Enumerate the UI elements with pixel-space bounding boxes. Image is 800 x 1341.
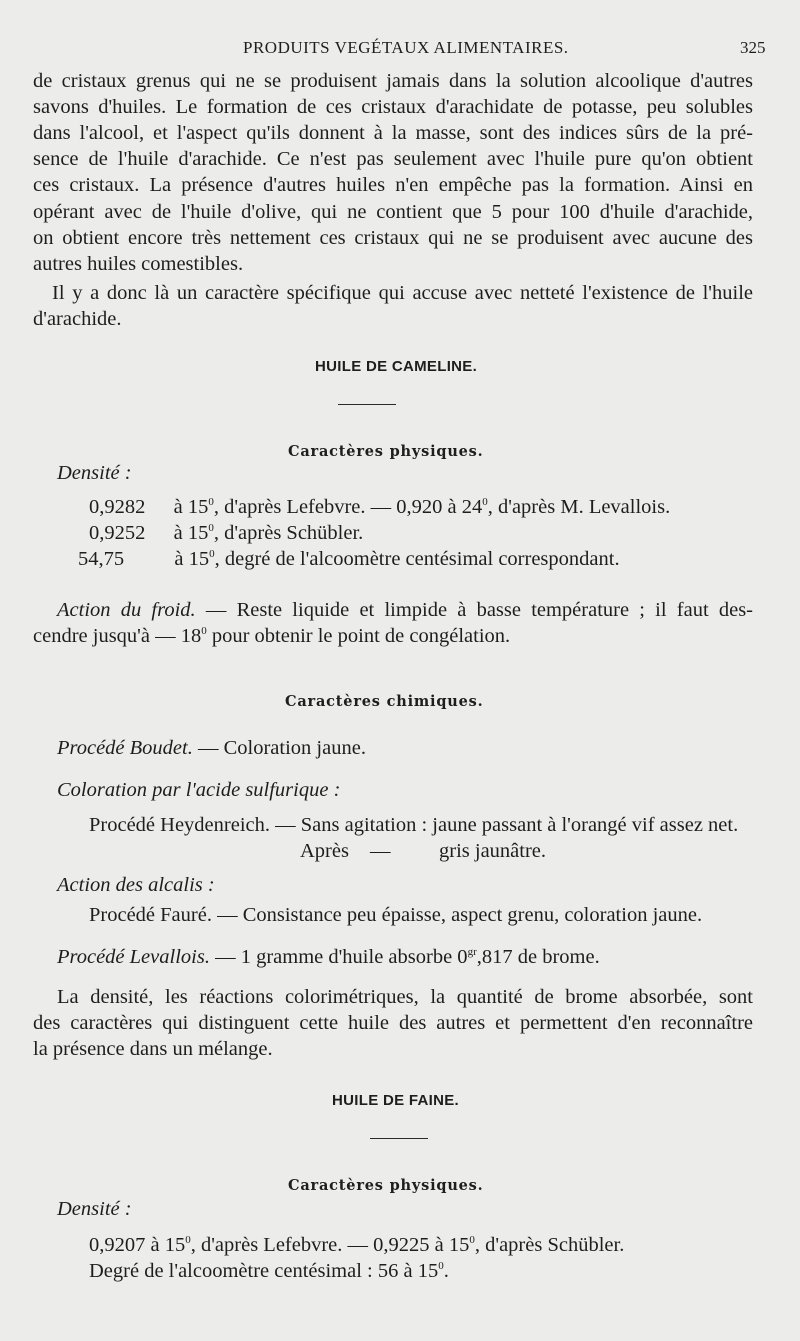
cold-action-label: Action du froid.: [57, 599, 196, 621]
body-line: opérant avec de l'huile d'olive, qui ne contient que 5 pour 100 d'huile d'arachide,: [33, 201, 753, 223]
density-text: Degré de l'alcoomètre centésimal : 56 à 15: [89, 1260, 439, 1282]
density-row: [89, 1232, 624, 1258]
density-label: Densité :: [57, 1198, 132, 1220]
body-line: des caractères qui distinguent cette huile des autres et permettent d'en reconnaître: [33, 1012, 753, 1034]
degree-sign: 0: [438, 1260, 444, 1272]
density-row: [89, 1258, 449, 1284]
alkali-label: Action des alcalis :: [57, 874, 215, 896]
density-source: , d'après Lefebvre. — 0,920 à 24: [213, 496, 483, 518]
levallois-line: [57, 944, 600, 970]
density-at: à: [173, 496, 183, 518]
gram-abbrev: gr: [467, 946, 477, 958]
running-title: PRODUITS VEGÉTAUX ALIMENTAIRES.: [243, 38, 569, 57]
cold-action-text: — Reste liquide et limpide à basse température ; il faut des-: [195, 599, 753, 621]
density-temp: 15: [187, 496, 209, 518]
apres-label: Après: [300, 840, 349, 862]
cold-action-text: cendre jusqu'à — 18: [33, 625, 202, 647]
body-line: ces cristaux. La présence d'autres huiles n'en empêche pas la formation. Ainsi en: [33, 174, 753, 196]
apres-dash: —: [370, 840, 391, 862]
density-source: , d'après M. Levallois.: [487, 496, 671, 518]
density-label: Densité :: [57, 462, 132, 484]
degree-sign: 0: [185, 1234, 191, 1246]
body-line: autres huiles comestibles.: [33, 253, 244, 275]
boudet-text: — Coloration jaune.: [192, 737, 366, 759]
heydenreich-line: Procédé Heydenreich. — Sans agitation : jaune passant à l'orangé vif assez net.: [89, 814, 739, 836]
density-value: 0,9252: [89, 522, 146, 544]
body-line: de cristaux grenus qui ne se produisent jamais dans la solution alcoolique d'autres: [33, 70, 753, 92]
levallois-text: — 1 gramme d'huile absorbe 0: [209, 946, 468, 968]
density-text: , d'après Schübler.: [474, 1234, 625, 1256]
degree-sign: 0: [482, 496, 488, 508]
density-at: à: [173, 522, 183, 544]
degree-sign: 0: [201, 625, 207, 637]
density-temp: 15: [188, 548, 210, 570]
section-title: HUILE DE FAINE.: [332, 1092, 460, 1109]
cold-action-line: [57, 597, 753, 623]
boudet-label: Procédé Boudet.: [57, 737, 193, 759]
density-temp: 15: [187, 522, 209, 544]
levallois-label: Procédé Levallois.: [57, 946, 210, 968]
body-line: Il y a donc là un caractère spécifique qui accuse avec netteté l'existence de l'huile: [52, 282, 753, 304]
density-source: , d'après Schübler.: [213, 522, 364, 544]
density-row: [89, 520, 363, 546]
body-line: dans l'alcool, et l'aspect qu'ils donnent à la masse, sont des indices sûrs de la pré-: [33, 122, 753, 144]
subsection-title: Caractères physiques.: [288, 1177, 484, 1194]
body-line: sence de l'huile d'arachide. Ce n'est pas seulement avec l'huile pure qu'on obtient: [33, 148, 753, 170]
density-row: [89, 494, 670, 520]
cold-action-line: [33, 623, 510, 649]
body-line: d'arachide.: [33, 308, 122, 330]
density-row: [78, 546, 620, 572]
density-value: 0,9282: [89, 496, 146, 518]
section-divider: [338, 404, 396, 405]
subsection-title: Caractères chimiques.: [285, 693, 484, 710]
sulfuric-label: Coloration par l'acide sulfurique :: [57, 779, 341, 801]
density-text: 0,9207 à 15: [89, 1234, 186, 1256]
section-title: HUILE DE CAMELINE.: [315, 358, 478, 375]
degree-sign: 0: [208, 522, 214, 534]
faure-line: Procédé Fauré. — Consistance peu épaisse, aspect grenu, coloration jaune.: [89, 904, 703, 926]
body-line: on obtient encore très nettement ces cristaux qui ne se produisent avec aucune des: [33, 227, 753, 249]
degree-sign: 0: [469, 1234, 475, 1246]
density-value: 54,75: [78, 548, 125, 570]
boudet-line: [57, 735, 366, 761]
page-number: 325: [740, 38, 766, 57]
cold-action-text: pour obtenir le point de congélation.: [206, 625, 511, 647]
body-line: La densité, les réactions colorimétriques, la quantité de brome absorbée, sont: [57, 986, 753, 1008]
density-at: à: [174, 548, 184, 570]
degree-sign: 0: [208, 496, 214, 508]
body-line: savons d'huiles. Le formation de ces cristaux d'arachidate de potasse, peu solubles: [33, 96, 753, 118]
subsection-title: Caractères physiques.: [288, 443, 484, 460]
density-source: , degré de l'alcoomètre centésimal correspondant.: [214, 548, 620, 570]
body-line: la présence dans un mélange.: [33, 1038, 273, 1060]
section-divider: [370, 1138, 428, 1139]
apres-value: gris jaunâtre.: [439, 840, 547, 862]
degree-sign: 0: [209, 548, 215, 560]
density-text: .: [443, 1260, 449, 1282]
density-text: , d'après Lefebvre. — 0,9225 à 15: [190, 1234, 470, 1256]
levallois-text: ,817 de brome.: [476, 946, 600, 968]
